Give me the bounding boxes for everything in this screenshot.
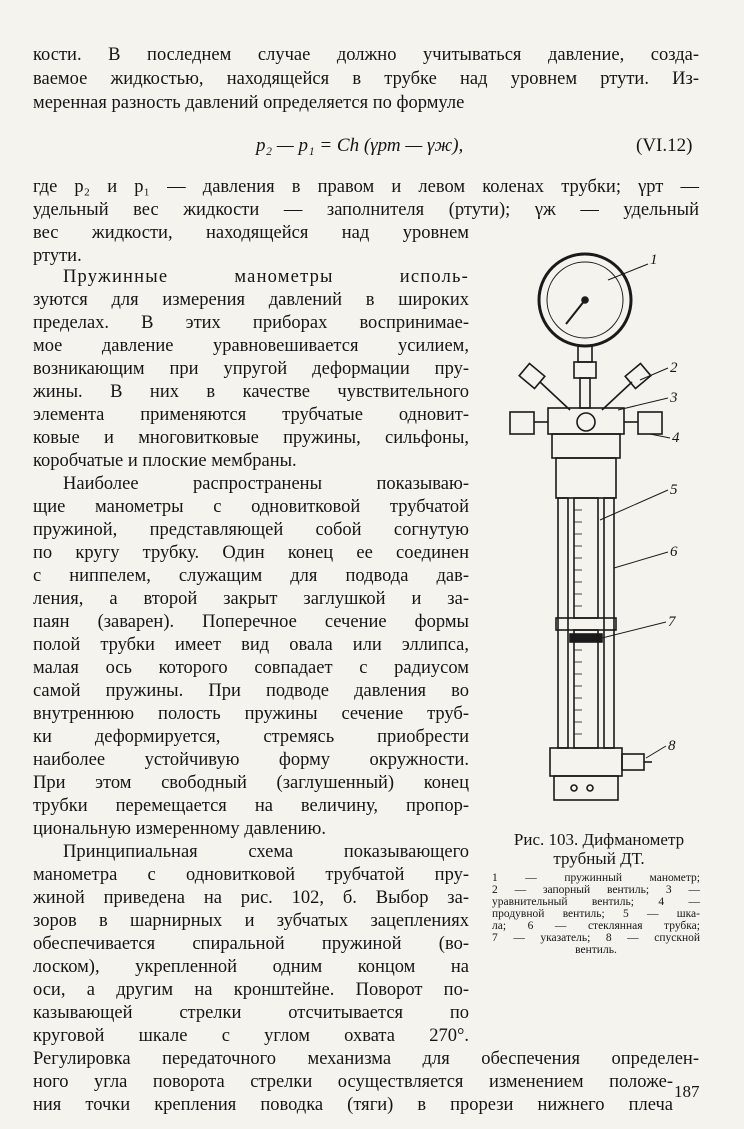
text-line: самой пружины. При подводе давления во bbox=[33, 681, 469, 701]
callout-4: 4 bbox=[672, 430, 680, 446]
figure-caption-subtitle: трубный ДТ. bbox=[553, 849, 645, 868]
text-line: по кругу трубку. Один конец ее соединен bbox=[33, 543, 469, 563]
text-line: зоров в шарнирных и зубчатых зацеплениях bbox=[33, 911, 469, 931]
valve-block bbox=[548, 408, 624, 434]
text-line: оси, а другим на кронштейне. Поворот по- bbox=[33, 980, 469, 1000]
text-line: элемента применяются трубчатые одновит- bbox=[33, 405, 469, 425]
text-line: пределах. В этих приборах воспринимае- bbox=[33, 313, 469, 333]
text-line: При этом свободный (заглушенный) конец bbox=[33, 773, 469, 793]
text-line: Принципиальная схема показывающего bbox=[63, 842, 469, 862]
callout-1: 1 bbox=[650, 252, 658, 268]
text-line: круговой шкале с углом охвата 270°. bbox=[33, 1026, 469, 1046]
text-line: кости. В последнем случае должно учитываться давление, созда- bbox=[33, 45, 699, 65]
text-line: пружиной, представляющей собой согнутую bbox=[33, 520, 469, 540]
figure-legend-line: продувной вентиль; 5 — шка- bbox=[492, 908, 700, 920]
text-line: коробчатые и плоские мембраны. bbox=[33, 451, 297, 471]
text-line: циональную измеренному давлению. bbox=[33, 819, 327, 839]
callout-2: 2 bbox=[670, 360, 678, 376]
text-line: с ниппелем, служащим для подвода дав- bbox=[33, 566, 469, 586]
text-line: жиной приведена на рис. 102, б. Выбор за- bbox=[33, 888, 469, 908]
page-number: 187 bbox=[674, 1082, 700, 1101]
differential-manometer-figure bbox=[500, 250, 700, 815]
text-line: зуются для измерения давлений в широких bbox=[33, 290, 469, 310]
text-line: казывающей стрелки отсчитывается по bbox=[33, 1003, 469, 1023]
text-line: ния точки крепления поводка (тяги) в прорези нижнего плеча bbox=[33, 1095, 673, 1115]
text-line: лоском), укрепленной одним концом на bbox=[33, 957, 469, 977]
glass-tube-left bbox=[558, 498, 568, 748]
text-line: Пружинные манометры исполь- bbox=[63, 267, 469, 287]
figure-legend-line: 1 — пружинный манометр; bbox=[492, 872, 700, 884]
callout-6: 6 bbox=[670, 544, 678, 560]
text-line: жины. В них в качестве чувствительного bbox=[33, 382, 469, 402]
formula-expression: p₂ — p₁ = Ch (γрт — γж), bbox=[256, 135, 464, 156]
text-line: полой трубки имеет вид овала или эллипса, bbox=[33, 635, 469, 655]
callout-7: 7 bbox=[668, 614, 676, 630]
text-line: наиболее устойчивую форму окружности. bbox=[33, 750, 469, 770]
text-line: ртути. bbox=[33, 246, 82, 266]
text-line: ления, а второй закрыт заглушкой и за- bbox=[33, 589, 469, 609]
figure-legend-line: вентиль. bbox=[575, 944, 617, 956]
shutoff-valve-left bbox=[519, 363, 545, 388]
purge-valve-right bbox=[638, 412, 662, 434]
text-line: обеспечивается спиральной пружиной (во- bbox=[33, 934, 469, 954]
text-line: Наиболее распространены показываю- bbox=[63, 474, 469, 494]
text-line: манометра с одновитковой трубчатой пру- bbox=[33, 865, 469, 885]
callout-8: 8 bbox=[668, 738, 676, 754]
text-line: Регулировка передаточного механизма для обеспечения определен- bbox=[33, 1049, 699, 1069]
figure-legend-line: 7 — указатель; 8 — спускной bbox=[492, 932, 700, 944]
text-line: вес жидкости, находящейся над уровнем bbox=[33, 223, 469, 243]
callout-5: 5 bbox=[670, 482, 678, 498]
gauge-needle bbox=[566, 300, 585, 324]
text-line: удельный вес жидкости — заполнителя (ртути); γж — удельный bbox=[33, 200, 699, 220]
text-line: ваемое жидкостью, находящейся в трубке над уровнем ртути. Из- bbox=[33, 69, 699, 89]
formula-number: (VI.12) bbox=[636, 135, 693, 156]
glass-tube-right bbox=[604, 498, 614, 748]
figure-legend-line: ла; 6 — стеклянная трубка; bbox=[492, 920, 700, 932]
text-line: ного угла поворота стрелки осуществляется изменением положе- bbox=[33, 1072, 673, 1092]
text-line: внутреннюю полость пружины сечение труб- bbox=[33, 704, 469, 724]
indicator bbox=[570, 634, 602, 642]
figure-legend-line: уравнительный вентиль; 4 — bbox=[492, 896, 700, 908]
text-line: где p₂ и p₁ — давления в правом и левом коленах трубки; γрт — bbox=[33, 177, 699, 197]
text-line: ки деформируется, стремясь приобрести bbox=[33, 727, 469, 747]
text-line: ковые и многовитковые пружины, сильфоны, bbox=[33, 428, 469, 448]
scale-ticks bbox=[574, 510, 582, 606]
callout-3: 3 bbox=[670, 390, 678, 406]
figure-caption-title: Рис. 103. Дифманометр bbox=[513, 830, 685, 849]
purge-valve-left bbox=[510, 412, 534, 434]
text-line: трубки перемещается на величину, пропор- bbox=[33, 796, 469, 816]
text-line: паян (заварен). Поперечное сечение формы bbox=[33, 612, 469, 632]
text-line: меренная разность давлений определяется по формуле bbox=[33, 93, 465, 113]
drain-valve bbox=[622, 754, 644, 770]
figure-legend-line: 2 — запорный вентиль; 3 — bbox=[492, 884, 700, 896]
text-line: возникающим при упругой деформации пру- bbox=[33, 359, 469, 379]
text-line: щие манометры с одновитковой трубчатой bbox=[33, 497, 469, 517]
text-line: мое давление уравновешивается усилием, bbox=[33, 336, 469, 356]
text-line: малая ось которого совпадает с радиусом bbox=[33, 658, 469, 678]
